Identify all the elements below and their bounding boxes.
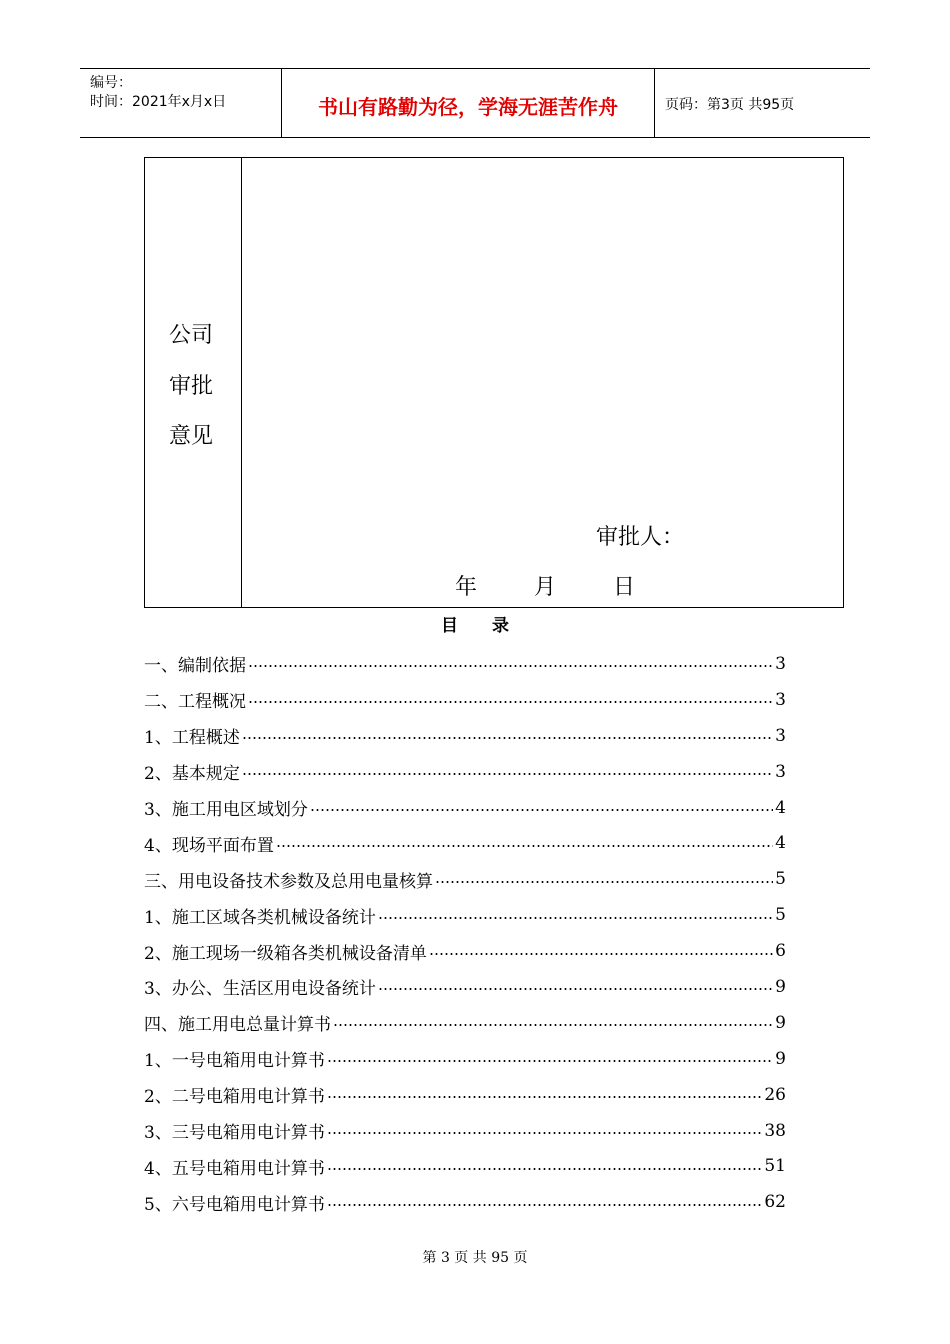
toc-leader-dots — [242, 727, 773, 744]
toc-leader-dots — [378, 978, 773, 995]
header-page-number: 页码：第3页 共95页 — [665, 97, 795, 113]
toc-item[interactable]: 2、二号电箱用电计算书 26 — [144, 1084, 786, 1108]
toc-leader-dots — [327, 1050, 773, 1067]
header-motto: 书山有路勤为径，学海无涯苦作舟 — [318, 95, 618, 119]
toc-leader-dots — [429, 943, 773, 960]
date-day-label: 日 — [613, 575, 637, 600]
approver-label: 审批人： — [596, 525, 685, 550]
toc-leader-dots — [248, 691, 773, 708]
date-year-label: 年 — [455, 575, 479, 600]
toc-item[interactable]: 1、施工区域各类机械设备统计 5 — [144, 905, 786, 928]
table-of-contents — [144, 646, 786, 1220]
toc-leader-dots — [242, 763, 773, 780]
toc-item[interactable]: 2、基本规定 3 — [144, 761, 786, 785]
approval-date — [455, 570, 636, 601]
approval-label-cell — [145, 158, 242, 607]
approval-label-line-3: 意见 — [169, 424, 214, 449]
toc-item[interactable]: 4、五号电箱用电计算书 51 — [144, 1156, 786, 1179]
toc-item[interactable]: 二、工程概况 3 — [144, 689, 786, 713]
document-number-label: 编号： — [90, 75, 132, 91]
toc-item[interactable]: 3、三号电箱用电计算书 38 — [144, 1120, 786, 1144]
page-header — [80, 68, 870, 138]
toc-item[interactable]: 2、施工现场一级箱各类机械设备清单 6 — [144, 941, 786, 964]
toc-title: 目 录 — [441, 616, 509, 636]
document-time-label: 时间：2021年x月x日 — [90, 94, 227, 110]
toc-item[interactable]: 3、办公、生活区用电设备统计 9 — [144, 976, 786, 1000]
toc-leader-dots — [310, 799, 773, 816]
toc-leader-dots — [327, 1122, 763, 1139]
toc-item[interactable]: 三、用电设备技术参数及总用电量核算 5 — [144, 869, 786, 892]
company-approval-table — [144, 157, 844, 608]
toc-item[interactable]: 1、一号电箱用电计算书 9 — [144, 1048, 786, 1072]
toc-leader-dots — [333, 1014, 773, 1031]
toc-leader-dots — [378, 907, 773, 924]
toc-leader-dots — [327, 1158, 763, 1175]
toc-item[interactable]: 5、六号电箱用电计算书 62 — [144, 1192, 786, 1215]
header-info-cell — [80, 69, 280, 137]
approval-label-line-1: 公司 — [169, 323, 214, 348]
toc-item[interactable]: 四、施工用电总量计算书 9 — [144, 1012, 786, 1036]
date-month-label: 月 — [534, 575, 558, 600]
toc-item[interactable]: 3、施工用电区域划分 4 — [144, 797, 786, 820]
approval-label-line-2: 审批 — [169, 374, 214, 399]
toc-item[interactable]: 1、工程概述 3 — [144, 725, 786, 749]
toc-leader-dots — [327, 1194, 763, 1211]
page-footer: 第 3 页 共 95 页 — [422, 1250, 528, 1266]
toc-leader-dots — [276, 835, 773, 852]
header-motto-cell — [281, 69, 655, 137]
toc-item[interactable]: 4、现场平面布置 4 — [144, 833, 786, 856]
toc-leader-dots — [435, 871, 773, 888]
toc-leader-dots — [327, 1086, 763, 1103]
toc-item[interactable]: 一、编制依据 3 — [144, 653, 786, 677]
header-page-cell — [655, 69, 870, 137]
toc-leader-dots — [248, 655, 773, 672]
